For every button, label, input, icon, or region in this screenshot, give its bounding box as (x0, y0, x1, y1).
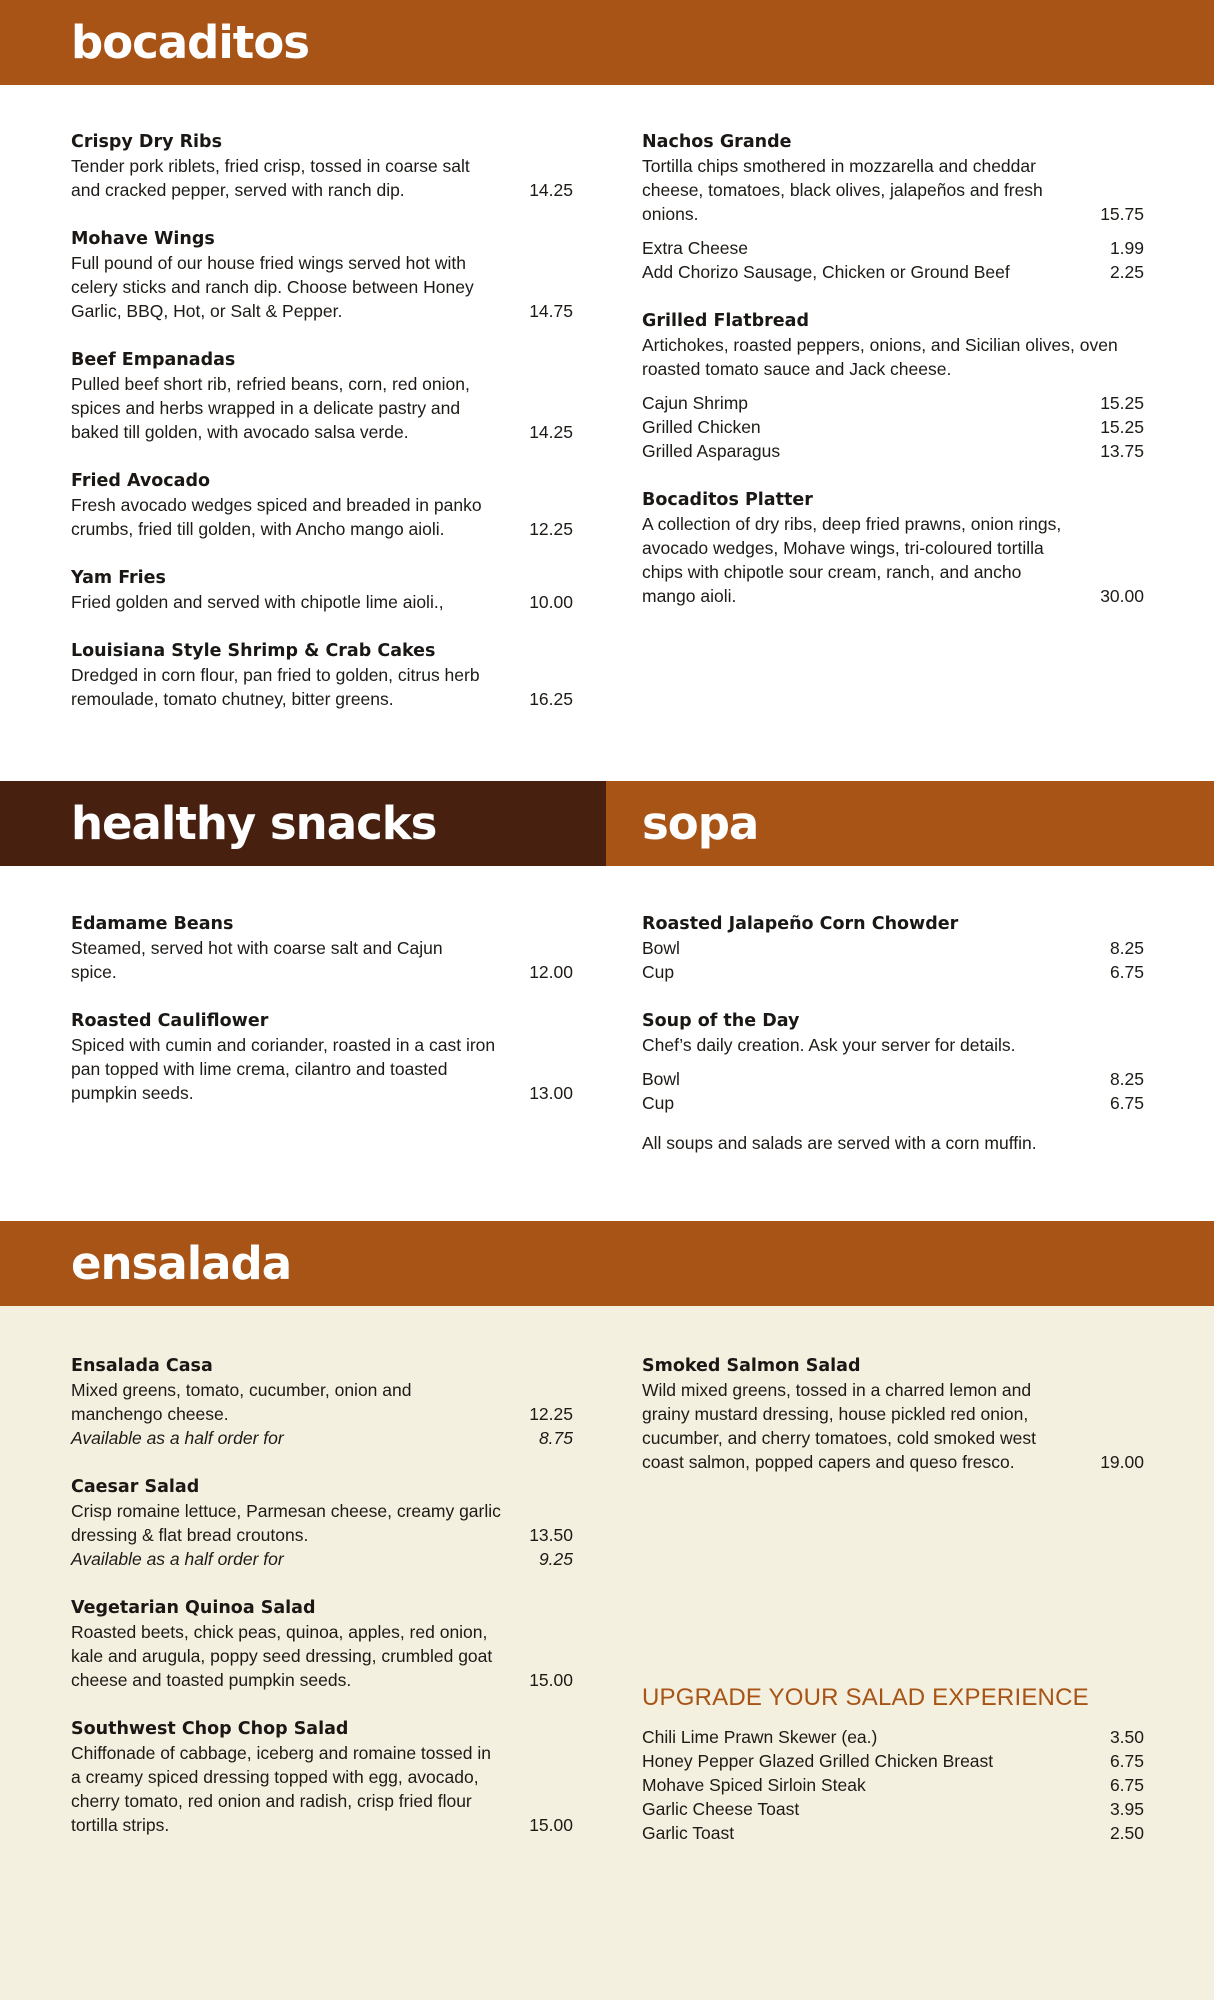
option-price: 6.75 (1109, 1093, 1144, 1113)
item-name: Nachos Grande (642, 132, 792, 152)
menu-item (71, 1354, 573, 1450)
item-price: 15.00 (529, 1670, 573, 1690)
option-row (642, 936, 1144, 960)
item-description: Fried golden and served with chipotle lime aioli., (71, 592, 444, 612)
section-header-healthy-snacks (0, 781, 606, 866)
option-price: 6.75 (1109, 962, 1144, 982)
item-description: Full pound of our house fried wings served hot with celery sticks and ranch dip. Choose between Honey Garlic, BBQ, Hot, or Salt & Pepper. (71, 253, 474, 321)
ensalada-right-column (642, 1354, 1144, 1499)
item-name: Bocaditos Platter (642, 490, 813, 510)
menu-item (642, 1354, 1144, 1474)
item-description: Tender pork riblets, fried crisp, tossed in coarse salt and cracked pepper, served with ranch dip. (71, 156, 470, 200)
option-price: 15.25 (1100, 417, 1144, 437)
item-name: Vegetarian Quinoa Salad (71, 1598, 316, 1618)
item-name: Crispy Dry Ribs (71, 132, 222, 152)
item-name: Yam Fries (71, 568, 166, 588)
item-description: Steamed, served hot with coarse salt and Cajun spice. (71, 938, 443, 982)
option-price: 2.25 (1109, 262, 1144, 282)
item-price: 10.00 (529, 592, 573, 612)
item-price: 30.00 (1100, 586, 1144, 606)
option-price: 1.99 (1109, 238, 1144, 258)
section-title: healthy snacks (71, 797, 437, 850)
menu-item (71, 469, 573, 541)
option-price: 6.75 (1109, 1751, 1144, 1771)
menu-item (71, 639, 573, 711)
menu-item (71, 912, 573, 984)
option-row (642, 236, 1144, 260)
item-description: Chef’s daily creation. Ask your server for details. (642, 1035, 1016, 1055)
menu-item (71, 227, 573, 323)
item-name: Roasted Cauliflower (71, 1011, 269, 1031)
ensalada-left-column (71, 1354, 573, 1862)
option-price: 6.75 (1109, 1775, 1144, 1795)
option-label: Chili Lime Prawn Skewer (ea.) (642, 1727, 878, 1747)
option-row (642, 391, 1144, 415)
item-description: Roasted beets, chick peas, quinoa, apples, red onion, kale and arugula, poppy seed dressing, crumbled goat cheese and toasted pumpkin seeds. (71, 1622, 493, 1690)
item-description: Crisp romaine lettuce, Parmesan cheese, creamy garlic dressing & flat bread croutons. (71, 1501, 501, 1545)
upgrade-section (642, 1683, 1144, 1845)
item-description: Mixed greens, tomato, cucumber, onion and manchengo cheese. (71, 1380, 412, 1424)
item-name: Roasted Jalapeño Corn Chowder (642, 914, 959, 934)
item-price: 19.00 (1100, 1452, 1144, 1472)
option-label: Honey Pepper Glazed Grilled Chicken Breast (642, 1751, 994, 1771)
item-description: Pulled beef short rib, refried beans, corn, red onion, spices and herbs wrapped in a delicate pastry and baked till golden, with avocado salsa verde. (71, 374, 470, 442)
section-title: sopa (642, 797, 759, 850)
section-header-sopa (606, 781, 1214, 866)
option-label: Extra Cheese (642, 238, 749, 258)
item-price: 14.25 (529, 422, 573, 442)
option-row (642, 415, 1144, 439)
option-row (642, 1773, 1144, 1797)
half-order-price: 9.25 (538, 1549, 573, 1569)
section-header-bocaditos (0, 0, 1214, 85)
option-label: Cup (642, 1093, 675, 1113)
upgrade-title: UPGRADE YOUR SALAD EXPERIENCE (642, 1684, 1089, 1711)
option-label: Add Chorizo Sausage, Chicken or Ground Beef (642, 262, 1010, 282)
option-row (642, 1725, 1144, 1749)
option-label: Mohave Spiced Sirloin Steak (642, 1775, 866, 1795)
sopa-column (642, 912, 1144, 1180)
menu-item (71, 1009, 573, 1105)
option-price: 3.50 (1109, 1727, 1144, 1747)
menu-item (71, 1596, 573, 1692)
healthy-snacks-column (71, 912, 573, 1130)
option-label: Grilled Chicken (642, 417, 761, 437)
menu-item (71, 348, 573, 444)
option-price: 2.50 (1109, 1823, 1144, 1843)
option-price: 8.25 (1109, 938, 1144, 958)
item-description: Dredged in corn flour, pan fried to golden, citrus herb remoulade, tomato chutney, bitter greens. (71, 665, 480, 709)
half-order-label: Available as a half order for (71, 1428, 284, 1448)
item-price: 13.00 (529, 1083, 573, 1103)
item-price: 15.00 (529, 1815, 573, 1835)
option-row (642, 960, 1144, 984)
item-name: Soup of the Day (642, 1011, 800, 1031)
option-price: 13.75 (1100, 441, 1144, 461)
item-name: Grilled Flatbread (642, 311, 809, 331)
half-order-row (71, 1426, 573, 1450)
item-name: Beef Empanadas (71, 350, 236, 370)
item-description: Tortilla chips smothered in mozzarella and cheddar cheese, tomatoes, black olives, jalapeños and fresh onions. (642, 156, 1043, 224)
menu-item (642, 1009, 1144, 1155)
item-name: Fried Avocado (71, 471, 211, 491)
item-description: Wild mixed greens, tossed in a charred lemon and grainy mustard dressing, house pickled red onion, cucumber, and cherry tomatoes, cold smoked west coast salmon, popped capers and queso fresco. (642, 1380, 1036, 1472)
item-name: Southwest Chop Chop Salad (71, 1719, 349, 1739)
half-order-label: Available as a half order for (71, 1549, 284, 1569)
option-price: 8.25 (1109, 1069, 1144, 1089)
menu-item (71, 1717, 573, 1837)
option-label: Cajun Shrimp (642, 393, 749, 413)
menu-item (71, 130, 573, 202)
item-price: 12.25 (529, 519, 573, 539)
item-price: 13.50 (529, 1525, 573, 1545)
item-description: Spiced with cumin and coriander, roasted in a cast iron pan topped with lime crema, cilantro and toasted pumpkin seeds. (71, 1035, 496, 1103)
section-title: bocaditos (71, 16, 310, 69)
menu-item (642, 488, 1144, 608)
option-row (642, 1821, 1144, 1845)
half-order-price: 8.75 (538, 1428, 573, 1448)
half-order-row (71, 1547, 573, 1571)
bocaditos-right-column (642, 130, 1144, 633)
item-price: 12.25 (529, 1404, 573, 1424)
item-price: 14.25 (529, 180, 573, 200)
item-description: Chiffonade of cabbage, iceberg and romaine tossed in a creamy spiced dressing topped with egg, avocado, cherry tomato, red onion and radish, crisp fried flour tortilla strips. (71, 1743, 491, 1835)
option-price: 3.95 (1109, 1799, 1144, 1819)
menu-item (71, 1475, 573, 1571)
section-header-ensalada (0, 1221, 1214, 1306)
item-description: Fresh avocado wedges spiced and breaded in panko crumbs, fried till golden, with Ancho mango aioli. (71, 495, 482, 539)
item-name: Ensalada Casa (71, 1356, 213, 1376)
option-row (642, 260, 1144, 284)
item-price: 16.25 (529, 689, 573, 709)
item-description: A collection of dry ribs, deep fried prawns, onion rings, avocado wedges, Mohave wings, tri-coloured tortilla chips with chipotle sour cream, ranch, and ancho mango aioli. (642, 514, 1062, 606)
bocaditos-left-column (71, 130, 573, 736)
item-price: 15.75 (1100, 204, 1144, 224)
item-name: Caesar Salad (71, 1477, 200, 1497)
menu-item (642, 130, 1144, 284)
option-price: 15.25 (1100, 393, 1144, 413)
option-label: Garlic Toast (642, 1823, 735, 1843)
item-name: Louisiana Style Shrimp & Crab Cakes (71, 641, 436, 661)
item-price: 12.00 (529, 962, 573, 982)
menu-item (71, 566, 573, 614)
soup-note: All soups and salads are served with a corn muffin. (642, 1133, 1037, 1153)
item-name: Mohave Wings (71, 229, 215, 249)
option-label: Bowl (642, 1069, 680, 1089)
option-row (642, 1091, 1144, 1115)
item-description: Artichokes, roasted peppers, onions, and Sicilian olives, oven roasted tomato sauce and Jack cheese. (642, 335, 1118, 379)
option-label: Bowl (642, 938, 680, 958)
option-row (642, 1797, 1144, 1821)
menu-item (642, 309, 1144, 463)
option-label: Grilled Asparagus (642, 441, 781, 461)
section-title: ensalada (71, 1237, 292, 1290)
option-row (642, 439, 1144, 463)
option-row (642, 1067, 1144, 1091)
item-price: 14.75 (529, 301, 573, 321)
option-label: Garlic Cheese Toast (642, 1799, 800, 1819)
item-name: Edamame Beans (71, 914, 234, 934)
option-label: Cup (642, 962, 675, 982)
option-row (642, 1749, 1144, 1773)
menu-item (642, 912, 1144, 984)
item-name: Smoked Salmon Salad (642, 1356, 861, 1376)
